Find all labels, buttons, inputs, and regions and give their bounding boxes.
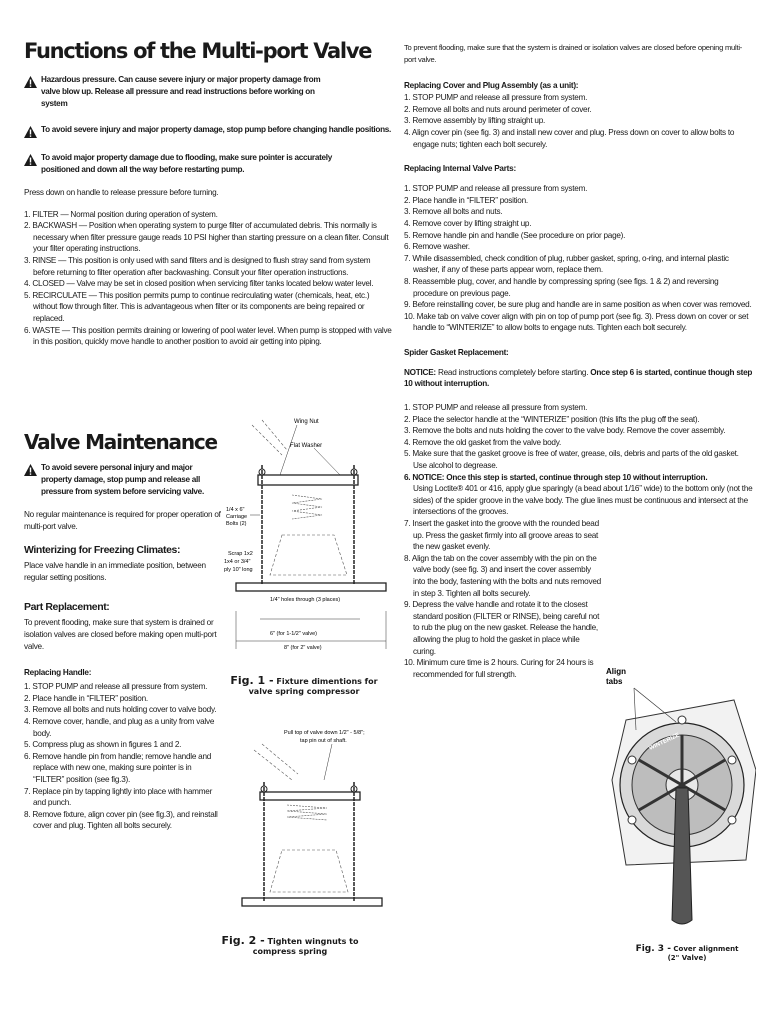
- fig1-label-wing-nut: Wing Nut: [294, 419, 319, 425]
- replacing-handle-title: Replacing Handle:: [24, 668, 92, 678]
- warning-triangle-icon: [24, 76, 37, 88]
- list-item: 10. Make tab on valve cover align with pin on top of pump port (see fig. 3). Press down on cover or set handle to “WINTERIZE” to allow bolts to engage nuts. Tighten each bolt securely.: [404, 311, 749, 333]
- list-item: 3. Remove the bolts and nuts holding the cover to the valve body. Remove the cover assembly.: [404, 426, 726, 436]
- list-item: 4. Remove the old gasket from the valve body.: [404, 437, 561, 447]
- winterizing-text: Place valve handle in an immediate position, between regular setting positions.: [24, 561, 206, 582]
- fig1-label-dim2: 8" (for 2" valve): [284, 645, 322, 651]
- fig1-diagram: [222, 415, 392, 655]
- list-item: Using Loctite® 401 or 416, apply glue sparingly (a bead about 1/16” wide) to the bottom only (not the sides) of the spider groove in the valve body. The glue lines must be continuous and intersect at the intersections of the grooves.: [413, 484, 753, 517]
- fig1-label-scrap-1: Scrap 1x2: [228, 551, 253, 557]
- list-item: 8. Align the tab on the cover assembly with the pin on the valve body (see fig. 3) and insert the cover assembly into the body, fastening with the bolts and nuts removed in step 3. Tighten all bolts securely.: [404, 553, 601, 598]
- list-item: 3. RINSE — This position is only used with sand filters and is designed to flush stray sand from system before returning to filter operation after backwashing. Consult your filter operation instructions.: [24, 255, 371, 277]
- list-item: 5. Compress plug as shown in figures 1 and 2.: [24, 740, 182, 750]
- list-item: 3. Remove all bolts and nuts holding cover to valve body.: [24, 705, 217, 715]
- fig1-label-carriage-3: Bolts (2): [226, 521, 247, 527]
- list-item: 6. WASTE — This position permits draining or lowering of pool water level. When pump is stopped with valve in this position, quickly move handle to another position to avoid air getting into piping.: [24, 325, 392, 347]
- fig1-label-scrap-2: 1x4 or 3/4": [224, 559, 251, 565]
- maintenance-section: [24, 430, 224, 832]
- fig1-label-scrap-3: ply 10" long: [224, 567, 253, 573]
- maintenance-warning: To avoid severe personal injury and major property damage, stop pump and release all pressure from system before servicing valve.: [24, 462, 224, 498]
- list-item: 2. Place the selector handle at the “WINTERIZE” position (this lifts the plug off the seat).: [404, 414, 700, 424]
- list-item: 4. Align cover pin (see fig. 3) and install new cover and plug. Press down on cover to allow bolts to engage nuts; tighten each bolt securely.: [404, 127, 735, 149]
- spider-steps: [404, 402, 754, 518]
- function-list: [24, 209, 394, 348]
- warning-2: To avoid severe injury and major property damage, stop pump before changing handle positions.: [24, 124, 394, 138]
- list-item: 2. BACKWASH — Position when operating system to purge filter of accumulated debris. This normally is necessary when filter pressure gauge reads 10 PSI higher than starting pressure on a clean filter. Consult your filter operating instructions.: [24, 221, 389, 254]
- list-item: 8. Reassemble plug, cover, and handle by compressing spring (see figs. 1 & 2) and reversing procedure on previous page.: [404, 276, 719, 298]
- list-item: 5. Make sure that the gasket groove is free of water, grease, oils, debris and parts of the old gasket. Use alcohol to degrease.: [404, 449, 739, 471]
- spider-steps-b: [404, 518, 604, 680]
- intro-text: To prevent flooding, make sure that the system is drained or isolation valves are closed before opening multi-port valve.: [404, 43, 743, 64]
- list-item: 9. Before reinstalling cover, be sure plug and handle are in same position as when cover was removed.: [404, 300, 752, 310]
- spider-title: Spider Gasket Replacement:: [404, 347, 509, 357]
- fig2-note-2: tap pin out of shaft.: [300, 738, 347, 744]
- warning-1: Hazardous pressure. Can cause severe injury or major property damage from valve blow up. Release all pressure and read instructions before working on system: [24, 74, 324, 110]
- fig1-label-dim1: 6" (for 1-1/2" valve): [270, 631, 318, 637]
- warning-triangle-icon: [24, 154, 37, 166]
- list-item: 10. Minimum cure time is 2 hours. Curing for 24 hours is recommended for full strength.: [404, 658, 594, 679]
- fig2-note-1: Pull top of valve down 1/2" - 5/8";: [284, 730, 365, 736]
- notice-paragraph: NOTICE: Read instructions completely before starting. Once step 6 is started, continue though step 10 without interruption.: [404, 367, 753, 389]
- list-item: 6. Remove washer.: [404, 242, 470, 252]
- list-item: 2. Remove all bolts and nuts around perimeter of cover.: [404, 104, 592, 114]
- list-item: 2. Place handle in “FILTER” position.: [404, 195, 528, 205]
- right-column: [404, 42, 754, 680]
- list-item: 1. FILTER — Normal position during operation of system.: [24, 209, 218, 219]
- list-item: 2. Place handle in “FILTER” position.: [24, 693, 148, 703]
- part-replacement-text: To prevent flooding, make sure that system is drained or isolation valves are closed before making open multi-port valve.: [24, 618, 217, 651]
- list-item: 1. STOP PUMP and release all pressure from system.: [404, 184, 588, 194]
- fig3-caption: Fig. 3 - Cover alignment (2" Valve): [635, 944, 739, 962]
- warning-3: To avoid major property damage due to flooding, make sure pointer is accurately positioned and down all the way before restarting pump.: [24, 152, 344, 176]
- internal-steps: [404, 183, 754, 334]
- winterizing-title: Winterizing for Freezing Climates:: [24, 544, 181, 557]
- list-item: 1. STOP PUMP and release all pressure from system.: [24, 682, 208, 692]
- list-item: 6. Remove handle pin from handle; remove handle and replace with new one, making sure pointer is in “FILTER” position (see fig.3).: [24, 751, 212, 784]
- list-item: 4. Remove cover by lifting straight up.: [404, 218, 532, 228]
- list-item: 7. While disassembled, check condition of plug, rubber gasket, spring, o-ring, and internal plastic washer, if any of these parts appear worn, replace them.: [404, 253, 729, 275]
- list-item: 5. Remove handle pin and handle (See procedure on prior page).: [404, 230, 626, 240]
- fig1-caption: Fig. 1 - Fixture dimentions for valve spring compressor: [230, 674, 378, 696]
- no-maintenance-note: No regular maintenance is required for proper operation of multi-port valve.: [24, 510, 221, 531]
- fig1-label-flat-washer: Flat Washer: [290, 443, 323, 449]
- left-column: [24, 38, 394, 348]
- list-item: 3. Remove all bolts and nuts.: [404, 207, 503, 217]
- internal-title: Replacing Internal Valve Parts:: [404, 164, 516, 174]
- maintenance-title: Valve Maintenance: [24, 430, 217, 454]
- list-item: 3. Remove assembly by lifting straight up.: [404, 116, 546, 126]
- list-item: 4. Remove cover, handle, and plug as a unity from valve body.: [24, 716, 215, 738]
- press-down-note: Press down on handle to release pressure before turning.: [24, 188, 219, 197]
- list-item: 8. Remove fixture, align cover pin (see fig.3), and reinstall cover and plug. Tighten all bolts securely.: [24, 809, 218, 831]
- handle-steps: [24, 681, 224, 832]
- list-item: 4. CLOSED — Valve may be set in closed position when servicing filter tanks located below water level.: [24, 279, 374, 289]
- fig3-diagram: [606, 660, 756, 930]
- cover-title: Replacing Cover and Plug Assembly (as a unit):: [404, 81, 579, 91]
- warning-triangle-icon: [24, 126, 37, 138]
- list-item: 7. Replace pin by tapping lightly into place with hammer and punch.: [24, 786, 213, 808]
- warning-triangle-icon: [24, 464, 37, 476]
- fig2-caption: Fig. 2 - Tighten wingnuts to compress spring: [221, 934, 359, 956]
- list-item: 5. RECIRCULATE — This position permits pump to continue recirculating water (chemicals, heat, etc.) without flow through filter. This is advantageous when filter or its components are being repaired or replaced.: [24, 290, 370, 323]
- fig1-label-holes: 1/4" holes through (3 places): [270, 597, 341, 603]
- fig1-label-carriage-2: Carriage: [226, 514, 248, 520]
- list-item: 1. STOP PUMP and release all pressure from system.: [404, 93, 588, 103]
- page-title: Functions of the Multi-port Valve: [24, 39, 372, 63]
- list-item: 9. Depress the valve handle and rotate it to the closest standard position (FILTER or RINSE), being careful not to rub the plug on the new gasket. Release the handle, allowing the plug to hold the gasket in place while curing.: [404, 600, 600, 656]
- fig3-align-label-1: Align: [606, 667, 626, 676]
- fig3-align-label-2: tabs: [606, 677, 623, 686]
- fig1-label-carriage-1: 1/4 x 6": [226, 507, 245, 513]
- part-replacement-title: Part Replacement:: [24, 601, 110, 614]
- fig2-diagram: [232, 720, 392, 925]
- list-item: 6. NOTICE: Once this step is started, continue through step 10 without interruption.: [404, 472, 708, 482]
- list-item: 7. Insert the gasket into the groove with the rounded bead up. Press the gasket firmly into all groove areas to seat the new gasket evenly.: [404, 519, 599, 552]
- fig3-dial-label: WINTERIZE: [648, 732, 681, 752]
- cover-steps: [404, 92, 754, 150]
- list-item: 1. STOP PUMP and release all pressure from system.: [404, 403, 588, 413]
